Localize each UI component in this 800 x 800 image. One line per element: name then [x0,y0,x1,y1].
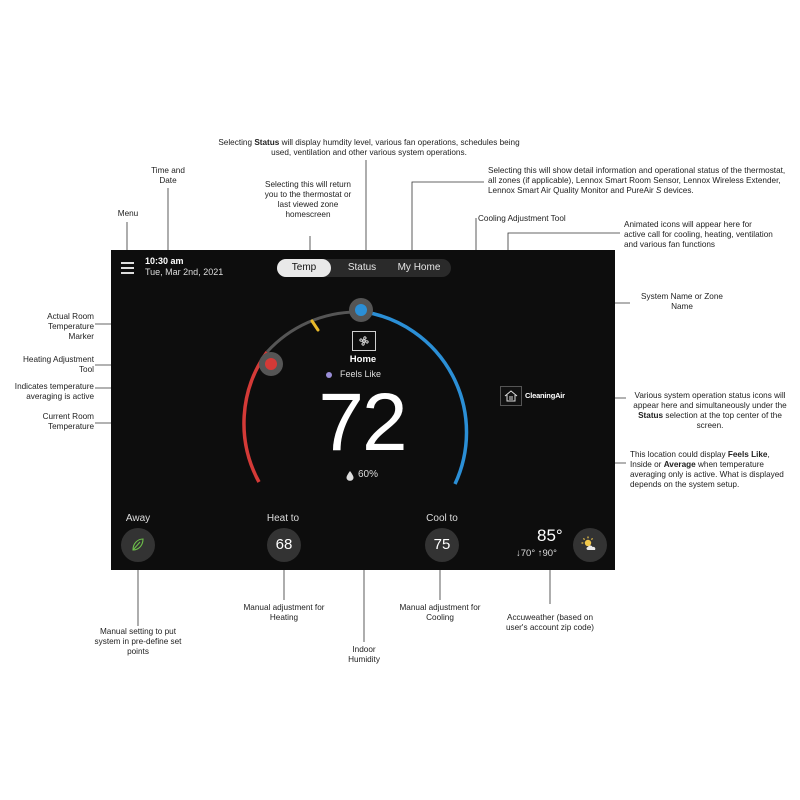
feels-like-label: Feels Like [340,369,382,379]
callout-time-date: Time and Date [151,166,185,185]
callout-current-temp: Current Room Temperature [42,412,94,431]
air-cleaning-icon[interactable] [500,386,522,406]
weather-button[interactable] [573,528,607,562]
fan-icon [352,331,376,351]
status-icon-label: CleaningAir [525,391,565,400]
callout-feels-like: This location could display Feels Like, Inside or Average when temperature averaging only is active. What is displayed depends on the system setup. [630,450,784,489]
away-label: Away [125,513,151,524]
outdoor-temperature-range: ↓70° ↑90° [516,548,557,559]
cool-adjust-handle[interactable] [349,298,373,322]
tab-status[interactable]: Status [347,262,377,273]
room-temp-marker [312,321,318,330]
callout-averaging: Indicates temperature averaging is active [14,382,94,401]
tab-bar [277,259,451,277]
callout-status-tab: Selecting Status will display humdity level, various fan operations, schedules being used, ventilation and other various system operations. [218,138,520,157]
zone-name[interactable]: Home [349,354,377,365]
callout-status-icons: Various system operation status icons will appear here and simultaneously under the Status selection at the top center of the screen. [633,391,787,430]
callout-my-home: Selecting this will show detail information and operational status of the thermostat, all zones (if applicable), Lennox Smart Room Sensor, Lennox Wireless Extender, Lennox Smart Air Quality Monitor and PureAir S devices. [488,166,786,195]
thermostat-screen [111,250,615,570]
cool-setpoint-button[interactable]: 75 [425,528,459,562]
callout-heating-adjust: Heating Adjustment Tool [22,355,94,374]
outdoor-temperature: 85° [537,526,563,545]
time: 10:30 am [145,256,184,266]
menu-icon[interactable] [121,262,134,274]
tab-temp[interactable]: Temp [277,259,331,277]
callout-animated-icons: Animated icons will appear here for active call for cooling, heating, ventilation and various fan functions [624,220,773,249]
callout-menu: Menu [117,209,139,218]
callout-indoor-humidity: Indoor Humidity [348,645,380,664]
callout-cooling-adjust: Cooling Adjustment Tool [478,214,566,223]
heat-to-label: Heat to [266,513,300,524]
callout-manual-away: Manual setting to put system in pre-define set points [94,627,182,656]
callout-temp-tab: Selecting this will return you to the thermostat or last viewed zone homescreen [264,180,352,219]
callout-system-name: System Name or Zone Name [641,292,723,311]
callout-manual-cool: Manual adjustment for Cooling [399,603,481,622]
callout-accuweather: Accuweather (based on user's account zip code) [505,613,595,632]
cool-to-label: Cool to [426,513,458,524]
callout-room-marker: Actual Room Temperature Marker [47,312,94,341]
sun-cloud-icon [580,536,600,554]
callout-manual-heat: Manual adjustment for Heating [243,603,325,622]
heat-adjust-handle[interactable] [259,352,283,376]
date: Tue, Mar 2nd, 2021 [145,267,224,277]
leaf-icon [130,537,146,553]
dial-gray-arc [267,312,357,352]
heat-setpoint-button[interactable]: 68 [267,528,301,562]
away-button[interactable] [121,528,155,562]
indoor-humidity: 60% [358,469,379,480]
tab-my-home[interactable]: My Home [397,262,441,273]
drop-icon [346,471,354,481]
current-temperature: 72 [318,377,406,468]
